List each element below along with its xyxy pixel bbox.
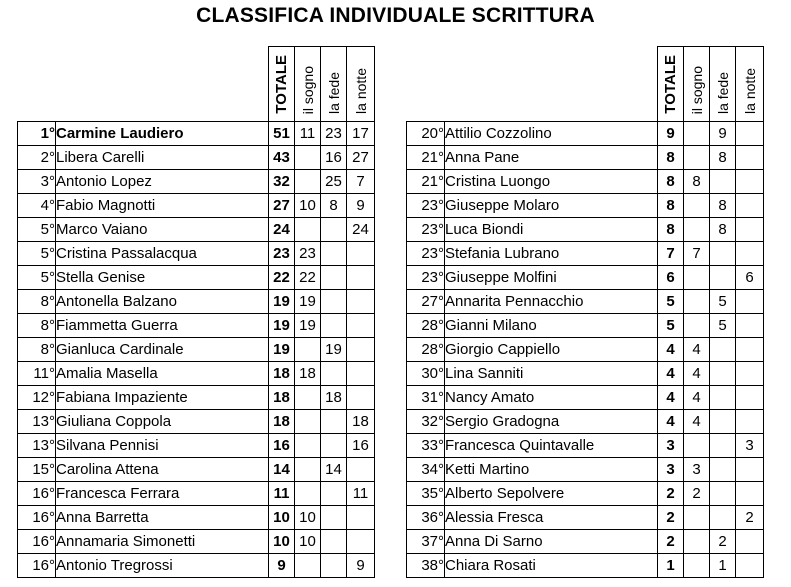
rank-position: 16°: [18, 530, 56, 554]
score-la-notte: 16: [347, 434, 375, 458]
score-la-fede: [321, 482, 347, 506]
score-il-sogno: [295, 410, 321, 434]
rank-position: 13°: [18, 410, 56, 434]
rank-position: 4°: [18, 194, 56, 218]
rank-position: 21°: [407, 170, 445, 194]
total-score: 11: [269, 482, 295, 506]
rank-position: 21°: [407, 146, 445, 170]
score-il-sogno: [684, 506, 710, 530]
header-la-notte: [736, 47, 764, 122]
participant-name: Fabiana Impaziente: [56, 386, 269, 410]
total-score: 51: [269, 122, 295, 146]
score-la-fede: [710, 506, 736, 530]
rank-position: 28°: [407, 314, 445, 338]
score-il-sogno: [684, 314, 710, 338]
table-row: [18, 458, 375, 482]
total-score: 18: [269, 410, 295, 434]
participant-name: Anna Pane: [445, 146, 658, 170]
rank-position: 16°: [18, 554, 56, 578]
table-row: [407, 194, 764, 218]
score-il-sogno: 19: [295, 290, 321, 314]
participant-name: Ketti Martino: [445, 458, 658, 482]
score-il-sogno: 10: [295, 506, 321, 530]
score-la-notte: [736, 122, 764, 146]
header-la-notte-label: la notte: [352, 68, 369, 114]
total-score: 1: [658, 554, 684, 578]
score-la-fede: 8: [710, 218, 736, 242]
table-row: [407, 122, 764, 146]
score-la-notte: [736, 218, 764, 242]
score-il-sogno: 11: [295, 122, 321, 146]
score-la-fede: 8: [321, 194, 347, 218]
score-la-notte: [736, 242, 764, 266]
participant-name: Anna Di Sarno: [445, 530, 658, 554]
total-score: 8: [658, 170, 684, 194]
rank-position: 3°: [18, 170, 56, 194]
score-il-sogno: [684, 554, 710, 578]
score-la-fede: [321, 290, 347, 314]
total-score: 18: [269, 386, 295, 410]
participant-name: Antonio Tregrossi: [56, 554, 269, 578]
table-row: [18, 362, 375, 386]
participant-name: Giuseppe Molaro: [445, 194, 658, 218]
total-score: 3: [658, 458, 684, 482]
score-il-sogno: 10: [295, 530, 321, 554]
participant-name: Fiammetta Guerra: [56, 314, 269, 338]
score-il-sogno: [295, 458, 321, 482]
header-blank: [18, 47, 56, 122]
score-la-fede: 9: [710, 122, 736, 146]
participant-name: Cristina Passalacqua: [56, 242, 269, 266]
score-il-sogno: [684, 122, 710, 146]
header-blank: [56, 47, 269, 122]
header-blank: [407, 47, 445, 122]
score-la-notte: [347, 242, 375, 266]
total-score: 6: [658, 266, 684, 290]
participant-name: Giuseppe Molfini: [445, 266, 658, 290]
score-la-fede: [710, 362, 736, 386]
total-score: 43: [269, 146, 295, 170]
table-row: [407, 290, 764, 314]
score-la-notte: [347, 530, 375, 554]
score-la-fede: [321, 242, 347, 266]
total-score: 8: [658, 218, 684, 242]
score-la-fede: [321, 218, 347, 242]
score-il-sogno: [684, 434, 710, 458]
participant-name: Attilio Cozzolino: [445, 122, 658, 146]
total-score: 24: [269, 218, 295, 242]
table-row: [18, 482, 375, 506]
participant-name: Cristina Luongo: [445, 170, 658, 194]
score-la-notte: [736, 530, 764, 554]
score-il-sogno: 22: [295, 266, 321, 290]
total-score: 4: [658, 362, 684, 386]
score-la-notte: [736, 482, 764, 506]
score-la-notte: [736, 290, 764, 314]
table-row: [407, 362, 764, 386]
header-la-fede: [710, 47, 736, 122]
rank-position: 8°: [18, 338, 56, 362]
score-la-notte: 3: [736, 434, 764, 458]
rank-position: 23°: [407, 242, 445, 266]
rank-position: 1°: [18, 122, 56, 146]
score-la-notte: 17: [347, 122, 375, 146]
rank-position: 38°: [407, 554, 445, 578]
total-score: 2: [658, 482, 684, 506]
participant-name: Luca Biondi: [445, 218, 658, 242]
table-row: [18, 194, 375, 218]
header-total: [658, 47, 684, 122]
table-row: [407, 530, 764, 554]
score-la-notte: [736, 170, 764, 194]
score-la-fede: [710, 266, 736, 290]
score-la-fede: 8: [710, 194, 736, 218]
score-il-sogno: [684, 290, 710, 314]
participant-name: Alberto Sepolvere: [445, 482, 658, 506]
header-il-sogno-label: il sogno: [688, 65, 705, 114]
score-il-sogno: [684, 266, 710, 290]
ranking-table-left: [17, 46, 375, 578]
table-row: [407, 242, 764, 266]
header-total-label: TOTALE: [661, 55, 679, 114]
score-la-fede: [321, 266, 347, 290]
score-la-fede: 1: [710, 554, 736, 578]
score-la-fede: [710, 170, 736, 194]
table-row: [18, 146, 375, 170]
score-la-fede: 19: [321, 338, 347, 362]
score-la-notte: [347, 314, 375, 338]
score-la-notte: [736, 314, 764, 338]
score-il-sogno: 7: [684, 242, 710, 266]
score-la-fede: [710, 386, 736, 410]
score-la-notte: [736, 410, 764, 434]
rank-position: 5°: [18, 266, 56, 290]
table-row: [18, 506, 375, 530]
rank-position: 32°: [407, 410, 445, 434]
score-la-notte: [347, 290, 375, 314]
score-il-sogno: [684, 218, 710, 242]
score-la-notte: [347, 506, 375, 530]
score-la-notte: [736, 194, 764, 218]
rank-position: 36°: [407, 506, 445, 530]
header-blank: [445, 47, 658, 122]
participant-name: Marco Vaiano: [56, 218, 269, 242]
participant-name: Carmine Laudiero: [56, 122, 269, 146]
score-la-fede: 5: [710, 314, 736, 338]
score-la-fede: 18: [321, 386, 347, 410]
participant-name: Francesca Ferrara: [56, 482, 269, 506]
table-row: [18, 290, 375, 314]
score-la-notte: 11: [347, 482, 375, 506]
score-il-sogno: 2: [684, 482, 710, 506]
rank-position: 5°: [18, 242, 56, 266]
table-row: [18, 266, 375, 290]
table-row: [18, 434, 375, 458]
score-la-fede: 14: [321, 458, 347, 482]
total-score: 14: [269, 458, 295, 482]
score-la-notte: 18: [347, 410, 375, 434]
rank-position: 13°: [18, 434, 56, 458]
rank-position: 16°: [18, 482, 56, 506]
total-score: 2: [658, 506, 684, 530]
rank-position: 2°: [18, 146, 56, 170]
header-la-notte-label: la notte: [741, 68, 758, 114]
table-row: [407, 146, 764, 170]
participant-name: Carolina Attena: [56, 458, 269, 482]
total-score: 32: [269, 170, 295, 194]
total-score: 9: [658, 122, 684, 146]
participant-name: Antonella Balzano: [56, 290, 269, 314]
table-header: [407, 47, 764, 122]
table-row: [407, 554, 764, 578]
participant-name: Annarita Pennacchio: [445, 290, 658, 314]
participant-name: Francesca Quintavalle: [445, 434, 658, 458]
table-row: [407, 434, 764, 458]
header-la-fede: [321, 47, 347, 122]
score-la-notte: [347, 338, 375, 362]
header-la-fede-label: la fede: [325, 71, 342, 114]
rank-position: 35°: [407, 482, 445, 506]
score-il-sogno: [684, 194, 710, 218]
score-la-notte: 6: [736, 266, 764, 290]
total-score: 19: [269, 290, 295, 314]
score-la-fede: [321, 506, 347, 530]
rank-position: 23°: [407, 194, 445, 218]
score-la-fede: [710, 458, 736, 482]
participant-name: Giorgio Cappiello: [445, 338, 658, 362]
score-la-fede: [321, 410, 347, 434]
table-row: [407, 338, 764, 362]
participant-name: Silvana Pennisi: [56, 434, 269, 458]
score-la-notte: [736, 386, 764, 410]
total-score: 8: [658, 146, 684, 170]
total-score: 5: [658, 290, 684, 314]
participant-name: Gianni Milano: [445, 314, 658, 338]
score-il-sogno: 4: [684, 386, 710, 410]
score-la-fede: [321, 314, 347, 338]
participant-name: Nancy Amato: [445, 386, 658, 410]
table-row: [407, 170, 764, 194]
score-il-sogno: [684, 146, 710, 170]
table-row: [18, 170, 375, 194]
rank-position: 16°: [18, 506, 56, 530]
score-la-fede: [710, 242, 736, 266]
score-il-sogno: [295, 386, 321, 410]
table-row: [407, 458, 764, 482]
total-score: 16: [269, 434, 295, 458]
table-row: [18, 338, 375, 362]
rank-position: 34°: [407, 458, 445, 482]
score-il-sogno: [295, 170, 321, 194]
total-score: 8: [658, 194, 684, 218]
participant-name: Antonio Lopez: [56, 170, 269, 194]
rank-position: 15°: [18, 458, 56, 482]
participant-name: Anna Barretta: [56, 506, 269, 530]
score-il-sogno: [684, 530, 710, 554]
participant-name: Lina Sanniti: [445, 362, 658, 386]
score-la-notte: [736, 458, 764, 482]
total-score: 3: [658, 434, 684, 458]
table-row: [407, 218, 764, 242]
table-row: [407, 506, 764, 530]
participant-name: Giuliana Coppola: [56, 410, 269, 434]
score-il-sogno: 4: [684, 362, 710, 386]
table-row: [18, 554, 375, 578]
score-la-notte: 9: [347, 554, 375, 578]
score-il-sogno: [295, 482, 321, 506]
score-la-notte: [347, 266, 375, 290]
participant-name: Fabio Magnotti: [56, 194, 269, 218]
score-la-fede: [710, 482, 736, 506]
score-la-notte: 9: [347, 194, 375, 218]
total-score: 7: [658, 242, 684, 266]
rank-position: 12°: [18, 386, 56, 410]
score-il-sogno: [295, 554, 321, 578]
table-row: [18, 122, 375, 146]
table-row: [407, 482, 764, 506]
rank-position: 28°: [407, 338, 445, 362]
score-il-sogno: 8: [684, 170, 710, 194]
total-score: 22: [269, 266, 295, 290]
score-la-fede: 8: [710, 146, 736, 170]
score-il-sogno: 3: [684, 458, 710, 482]
score-la-notte: [736, 146, 764, 170]
rank-position: 30°: [407, 362, 445, 386]
total-score: 19: [269, 314, 295, 338]
rank-position: 27°: [407, 290, 445, 314]
total-score: 4: [658, 338, 684, 362]
rank-position: 33°: [407, 434, 445, 458]
table-row: [407, 386, 764, 410]
table-header: [18, 47, 375, 122]
table-row: [18, 242, 375, 266]
ranking-table-right: [406, 46, 764, 578]
participant-name: Gianluca Cardinale: [56, 338, 269, 362]
rank-position: 11°: [18, 362, 56, 386]
rank-position: 31°: [407, 386, 445, 410]
total-score: 10: [269, 530, 295, 554]
header-il-sogno-label: il sogno: [299, 65, 316, 114]
score-la-notte: [736, 338, 764, 362]
score-la-fede: 5: [710, 290, 736, 314]
header-la-fede-label: la fede: [714, 71, 731, 114]
score-il-sogno: [295, 218, 321, 242]
table-row: [18, 386, 375, 410]
rank-position: 20°: [407, 122, 445, 146]
participant-name: Annamaria Simonetti: [56, 530, 269, 554]
score-la-fede: 23: [321, 122, 347, 146]
participant-name: Sergio Gradogna: [445, 410, 658, 434]
score-la-notte: 27: [347, 146, 375, 170]
header-total-label: TOTALE: [272, 55, 290, 114]
participant-name: Libera Carelli: [56, 146, 269, 170]
score-la-fede: 16: [321, 146, 347, 170]
score-il-sogno: [295, 146, 321, 170]
score-il-sogno: [295, 338, 321, 362]
rank-position: 8°: [18, 290, 56, 314]
score-la-fede: [321, 530, 347, 554]
score-la-fede: [710, 434, 736, 458]
header-la-notte: [347, 47, 375, 122]
header-il-sogno: [684, 47, 710, 122]
total-score: 2: [658, 530, 684, 554]
participant-name: Alessia Fresca: [445, 506, 658, 530]
score-la-notte: [347, 458, 375, 482]
score-la-fede: 2: [710, 530, 736, 554]
table-row: [407, 314, 764, 338]
score-il-sogno: 18: [295, 362, 321, 386]
participant-name: Amalia Masella: [56, 362, 269, 386]
total-score: 4: [658, 410, 684, 434]
participant-name: Stella Genise: [56, 266, 269, 290]
total-score: 27: [269, 194, 295, 218]
score-la-fede: [321, 362, 347, 386]
page-title: CLASSIFICA INDIVIDUALE SCRITTURA: [196, 4, 595, 27]
total-score: 10: [269, 506, 295, 530]
header-il-sogno: [295, 47, 321, 122]
score-il-sogno: [295, 434, 321, 458]
header-total: [269, 47, 295, 122]
rank-position: 23°: [407, 218, 445, 242]
score-la-notte: [736, 362, 764, 386]
table-row: [18, 218, 375, 242]
table-row: [407, 266, 764, 290]
participant-name: Stefania Lubrano: [445, 242, 658, 266]
score-il-sogno: 10: [295, 194, 321, 218]
rank-position: 37°: [407, 530, 445, 554]
score-la-notte: [736, 554, 764, 578]
table-row: [18, 530, 375, 554]
rank-position: 23°: [407, 266, 445, 290]
score-il-sogno: 19: [295, 314, 321, 338]
score-il-sogno: 4: [684, 338, 710, 362]
score-il-sogno: 4: [684, 410, 710, 434]
score-la-fede: [321, 434, 347, 458]
score-la-fede: 25: [321, 170, 347, 194]
score-la-fede: [710, 410, 736, 434]
score-la-notte: 2: [736, 506, 764, 530]
score-la-fede: [710, 338, 736, 362]
total-score: 19: [269, 338, 295, 362]
total-score: 18: [269, 362, 295, 386]
score-il-sogno: 23: [295, 242, 321, 266]
table-row: [18, 410, 375, 434]
table-row: [407, 410, 764, 434]
score-la-notte: [347, 362, 375, 386]
score-la-fede: [321, 554, 347, 578]
score-la-notte: 7: [347, 170, 375, 194]
total-score: 23: [269, 242, 295, 266]
score-la-notte: [347, 386, 375, 410]
score-la-notte: 24: [347, 218, 375, 242]
table-row: [18, 314, 375, 338]
total-score: 4: [658, 386, 684, 410]
rank-position: 5°: [18, 218, 56, 242]
rank-position: 8°: [18, 314, 56, 338]
total-score: 9: [269, 554, 295, 578]
total-score: 5: [658, 314, 684, 338]
participant-name: Chiara Rosati: [445, 554, 658, 578]
